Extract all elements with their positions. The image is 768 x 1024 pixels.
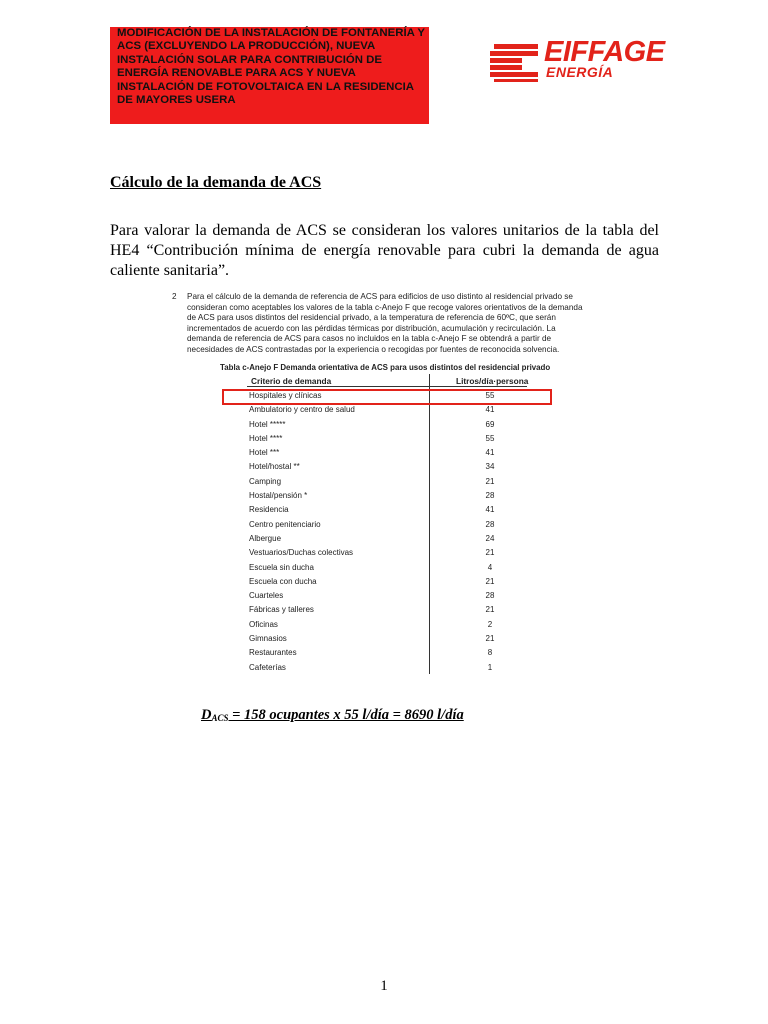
table-row <box>163 475 595 489</box>
table-caption: Tabla c-Anejo F Demanda orientativa de ACS para usos distintos del residencial privado <box>220 363 551 372</box>
logo-sub-text: ENERGÍA <box>546 64 614 80</box>
row-litros: 24 <box>485 533 495 543</box>
row-litros: 28 <box>485 519 495 529</box>
table-row <box>163 618 595 632</box>
table-row <box>163 589 595 603</box>
row-criterio: Escuela con ducha <box>249 576 317 586</box>
page-number: 1 <box>380 978 388 994</box>
row-litros: 21 <box>485 548 495 558</box>
row-criterio: Cafeterías <box>249 662 286 672</box>
row-litros: 2 <box>487 619 493 629</box>
formula-expression: = 158 ocupantes x 55 l/día = 8690 l/día <box>228 707 464 723</box>
intro-paragraph: Para valorar la demanda de ACS se consideran los valores unitarios de la tabla del HE4 “Contribución mínima de energía renovable para cubri la demanda de agua caliente sanitaria”. <box>110 222 659 279</box>
formula-symbol: D <box>201 707 212 723</box>
logo-brand-text: EIFFAGE <box>544 36 665 68</box>
row-litros: 41 <box>485 505 495 515</box>
demand-table-body <box>163 389 595 675</box>
table-row <box>163 632 595 646</box>
eiffage-logo-mark-icon <box>488 42 540 82</box>
table-row <box>163 460 595 474</box>
section-heading: Cálculo de la demanda de ACS <box>110 174 322 191</box>
row-litros: 28 <box>485 591 495 601</box>
row-criterio: Escuela sin ducha <box>249 562 314 572</box>
table-header-rule <box>247 386 527 387</box>
row-criterio: Cuarteles <box>249 591 284 601</box>
document-title: MODIFICACIÓN DE LA INSTALACIÓN DE FONTANERÍA Y ACS (EXCLUYENDO LA PRODUCCIÓN), NUEVA INSTALACIÓN SOLAR PARA CONTRIBUCIÓN DE ENERGÍA RENOVABLE PARA ACS Y NUEVA INSTALACIÓN DE FOTOVOLTAICA EN LA RESIDENCIA DE MAYORES USERA <box>117 27 425 107</box>
table-row <box>163 432 595 446</box>
column-header-criterio: Criterio de demanda <box>251 376 332 386</box>
excerpt-paragraph: Para el cálculo de la demanda de referencia de ACS para edificios de uso distinto al residencial privado se consideran como aceptables los valores de la tabla c-Anejo F que recoge valores orientativos de la demanda de ACS para usos distintos del residencial privado, a la temperatura de referencia de 60ºC, que serán incrementados de acuerdo con las pérdidas térmicas por distribución, acumulación y recirculación. La demanda de referencia de ACS para casos no incluidos en la tabla c-Anejo F se obtendrá a partir de necesidades de ACS contrastadas por la experiencia o recogidas por fuentes de reconocida solvencia. <box>187 292 583 354</box>
table-row <box>163 418 595 432</box>
row-litros: 21 <box>485 576 495 586</box>
row-criterio: Camping <box>249 476 282 486</box>
row-litros: 21 <box>485 605 495 615</box>
table-row <box>163 503 595 517</box>
demand-formula <box>201 707 464 724</box>
row-litros: 28 <box>485 491 495 501</box>
row-criterio: Hotel *** <box>249 448 280 458</box>
row-criterio: Hotel ***** <box>249 419 286 429</box>
row-criterio: Hotel **** <box>249 433 283 443</box>
excerpt-item-number: 2 <box>172 292 177 301</box>
row-litros: 1 <box>487 662 493 672</box>
document-title-box <box>110 27 429 124</box>
row-litros: 41 <box>485 405 495 415</box>
row-litros: 55 <box>485 433 495 443</box>
table-row <box>163 661 595 675</box>
row-litros: 69 <box>485 419 495 429</box>
he4-table-excerpt <box>163 288 595 674</box>
table-row <box>163 446 595 460</box>
table-row <box>163 546 595 560</box>
highlight-box <box>222 389 552 405</box>
row-litros: 21 <box>485 634 495 644</box>
row-criterio: Hostal/pensión * <box>249 491 308 501</box>
table-row <box>163 532 595 546</box>
table-row <box>163 518 595 532</box>
row-criterio: Oficinas <box>249 619 278 629</box>
row-criterio: Ambulatorio y centro de salud <box>249 405 355 415</box>
table-row <box>163 575 595 589</box>
table-row <box>163 403 595 417</box>
row-criterio: Hotel/hostal ** <box>249 462 300 472</box>
row-criterio: Vestuarios/Duchas colectivas <box>249 548 354 558</box>
row-criterio: Fábricas y talleres <box>249 605 314 615</box>
eiffage-logo <box>488 36 688 84</box>
row-criterio: Hospitales y clínicas <box>249 391 322 400</box>
row-litros: 55 <box>485 391 495 400</box>
column-header-litros: Litros/día·persona <box>456 376 529 386</box>
row-litros: 8 <box>487 648 493 658</box>
row-criterio: Residencia <box>249 505 289 515</box>
table-row <box>163 646 595 660</box>
row-criterio: Albergue <box>249 533 282 543</box>
formula-subscript: ACS <box>211 713 229 723</box>
row-litros: 4 <box>487 562 493 572</box>
row-litros: 34 <box>485 462 495 472</box>
table-row <box>163 561 595 575</box>
table-row <box>163 603 595 617</box>
row-litros: 21 <box>485 476 495 486</box>
row-criterio: Gimnasios <box>249 634 287 644</box>
row-criterio: Restaurantes <box>249 648 297 658</box>
row-litros: 41 <box>485 448 495 458</box>
row-criterio: Centro penitenciario <box>249 519 321 529</box>
table-row <box>163 489 595 503</box>
